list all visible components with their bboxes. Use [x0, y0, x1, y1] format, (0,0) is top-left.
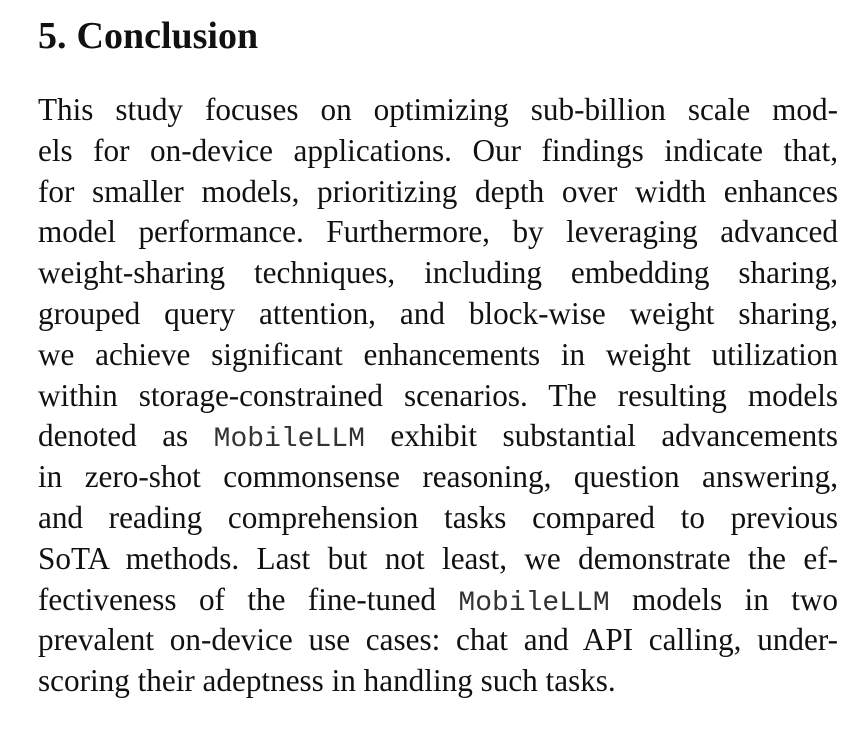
paragraph-line-last: scoring their adeptness in handling such tasks. [38, 663, 616, 699]
paragraph-line: prevalent on-device use cases: chat and API calling, under- [38, 622, 838, 658]
paragraph-line: grouped query attention, and block-wise weight sharing, [38, 295, 838, 331]
text-segment: fectiveness of the fine-tuned [38, 581, 459, 617]
paragraph-line-with-code [38, 416, 838, 457]
section-number: 5. [38, 15, 67, 57]
text-segment: denoted as [38, 418, 214, 454]
text-segment: models in two [609, 581, 838, 617]
paragraph-line: weight-sharing techniques, including embedding sharing, [38, 255, 838, 291]
paragraph-line: This study focuses on optimizing sub-billion scale mod- [38, 92, 838, 127]
paragraph-line: within storage-constrained scenarios. The resulting models [38, 377, 838, 413]
conclusion-paragraph [38, 90, 838, 702]
section-heading [38, 12, 838, 60]
paragraph-line: els for on-device applications. Our findings indicate that, [38, 132, 838, 168]
model-name-code: MobileLLM [458, 587, 610, 619]
text-segment: exhibit substantial advancements [364, 418, 838, 454]
paper-section [38, 12, 838, 702]
paragraph-line: for smaller models, prioritizing depth over width enhances [38, 173, 838, 209]
paragraph-line: and reading comprehension tasks compared to previous [38, 499, 838, 535]
paragraph-line-with-code [38, 580, 838, 621]
paragraph-line: SoTA methods. Last but not least, we demonstrate the ef- [38, 540, 838, 576]
paragraph-line: model performance. Furthermore, by leveraging advanced [38, 214, 838, 250]
paragraph-line: in zero-shot commonsense reasoning, question answering, [38, 459, 838, 495]
model-name-code: MobileLLM [213, 424, 365, 456]
section-title: Conclusion [76, 15, 259, 57]
paragraph-line: we achieve significant enhancements in weight utilization [38, 336, 838, 372]
